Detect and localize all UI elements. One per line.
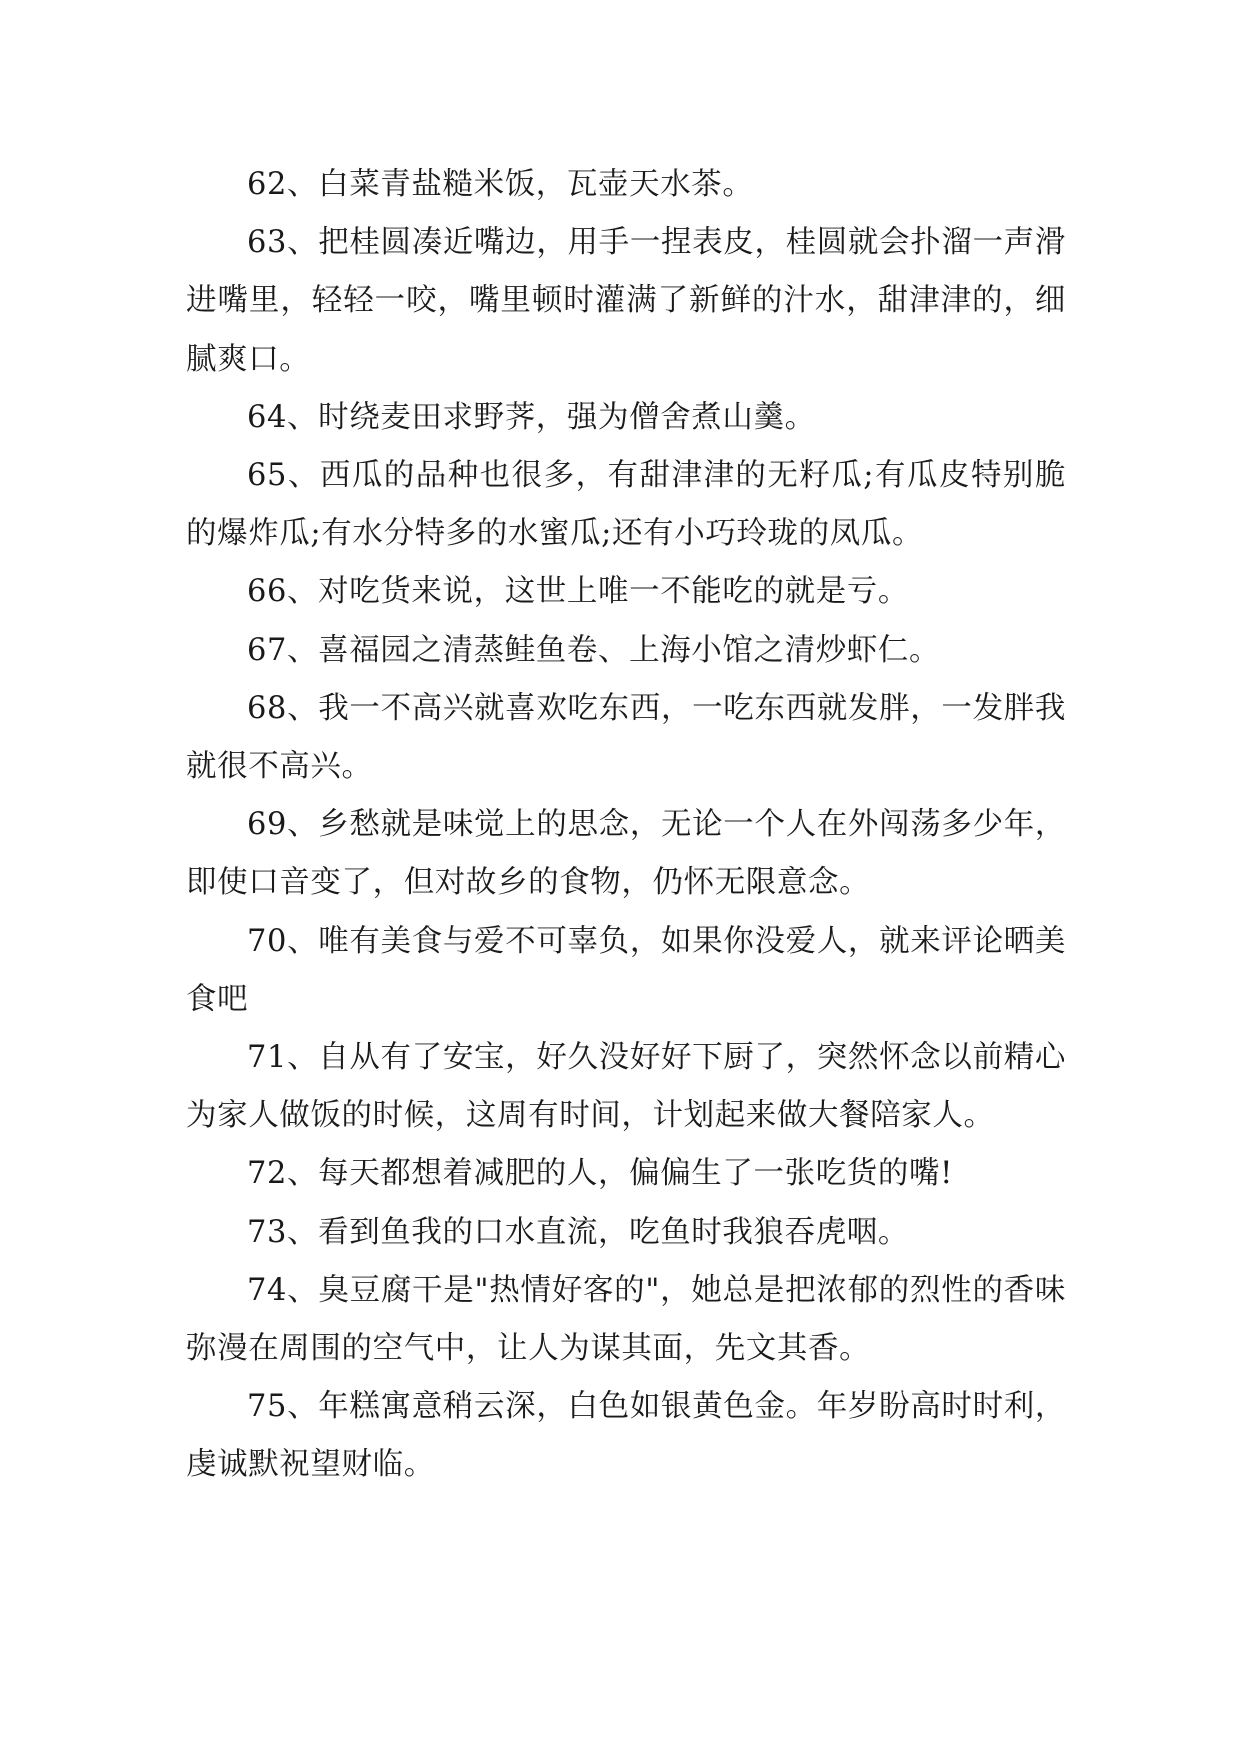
paragraph-75: 75、年糕寓意稍云深，白色如银黄色金。年岁盼高时时利，虔诚默祝望财临。 [186, 1389, 1066, 1483]
paragraph-62: 62、白菜青盐糙米饭，瓦壶天水茶。 [247, 167, 754, 202]
paragraph-72: 72、每天都想着减肥的人，偏偏生了一张吃货的嘴! [247, 1156, 953, 1192]
paragraph-64: 64、时绕麦田求野荠，强为僧舍煮山羹。 [247, 399, 816, 435]
paragraph-70: 70、唯有美食与爱不可辜负，如果你没爱人，就来评论晒美食吧 [186, 923, 1066, 1017]
document-body [186, 156, 1066, 1495]
paragraph-69: 69、乡愁就是味觉上的思念，无论一个人在外闯荡多少年，即使口音变了，但对故乡的食物，仍怀无限意念。 [186, 807, 1066, 901]
paragraph-65: 65、西瓜的品种也很多，有甜津津的无籽瓜;有瓜皮特别脆的爆炸瓜;有水分特多的水蜜瓜;还有小巧玲珑的凤瓜。 [186, 458, 1066, 552]
paragraph-73: 73、看到鱼我的口水直流，吃鱼时我狼吞虎咽。 [247, 1214, 910, 1250]
paragraph-67: 67、喜福园之清蒸鲑鱼卷、上海小馆之清炒虾仁。 [247, 632, 941, 668]
paragraph-63: 63、把桂圆凑近嘴边，用手一捏表皮，桂圆就会扑溜一声滑进嘴里，轻轻一咬，嘴里顿时灌满了新鲜的汁水，甜津津的，细腻爽口。 [186, 225, 1066, 377]
paragraph-68: 68、我一不高兴就喜欢吃东西，一吃东西就发胖，一发胖我就很不高兴。 [186, 690, 1066, 785]
paragraph-66: 66、对吃货来说，这世上唯一不能吃的就是亏。 [247, 574, 910, 610]
paragraph-74: 74、臭豆腐干是"热情好客的"，她总是把浓郁的烈性的香味弥漫在周围的空气中，让人为谋其面，先文其香。 [186, 1272, 1066, 1367]
paragraph-71: 71、自从有了安宝，好久没好好下厨了，突然怀念以前精心为家人做饭的时候，这周有时间，计划起来做大餐陪家人。 [186, 1040, 1066, 1134]
